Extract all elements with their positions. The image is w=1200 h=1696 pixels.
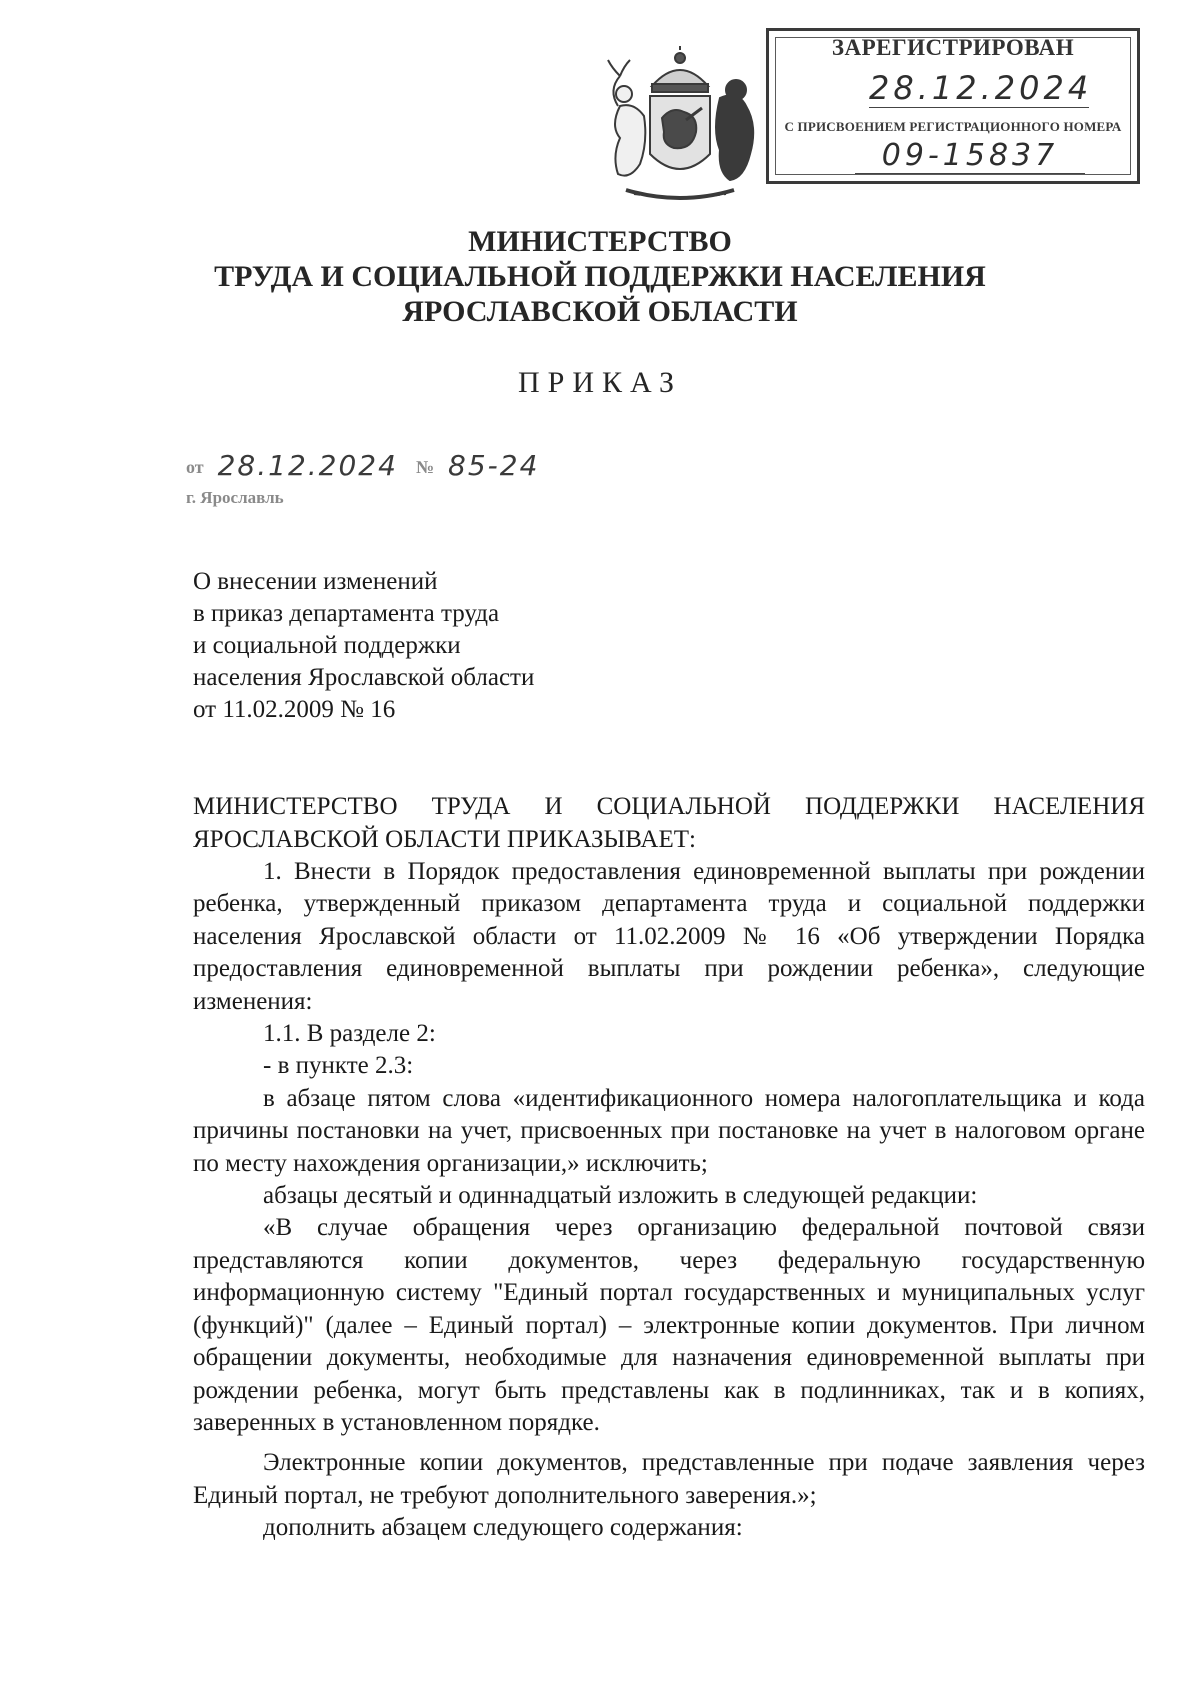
stamp-title: ЗАРЕГИСТРИРОВАН <box>831 35 1075 60</box>
body-paragraph: - в пункте 2.3: <box>263 1052 414 1080</box>
order-date: 28.12.2024 <box>217 449 398 482</box>
subject-line: и социальной поддержки <box>193 632 461 659</box>
body-paragraph: дополнить абзацем следующего содержания: <box>263 1514 743 1542</box>
order-number: 85-24 <box>448 449 540 482</box>
body-paragraph: Электронные копии документов, представленные при подаче заявления через Единый портал, не требуют дополнительного заверения.»; <box>193 1449 1145 1509</box>
ministry-heading <box>0 224 1200 329</box>
order-body <box>193 790 1145 1545</box>
order-date-number-line <box>186 448 539 482</box>
stamp-registration-number: 09-15837 <box>855 139 1085 174</box>
body-paragraph: 1. Внести в Порядок предоставления единовременной выплаты при рождении ребенка, утвержденный приказом департамента труда и социальной поддержки населения Ярославской области от 11.02.2009 № 16 «Об утверждении Порядка предоставления единовременной выплаты при рождении ребенка», следующие изменения: <box>193 858 1145 1015</box>
city-name: г. Ярославль <box>186 488 284 507</box>
order-preamble: МИНИСТЕРСТВО ТРУДА И СОЦИАЛЬНОЙ ПОДДЕРЖКИ НАСЕЛЕНИЯ ЯРОСЛАВСКОЙ ОБЛАСТИ ПРИКАЗЫВАЕТ: <box>193 793 1145 853</box>
body-paragraph: абзацы десятый и одиннадцатый изложить в следующей редакции: <box>263 1182 978 1210</box>
ministry-heading-line: МИНИСТЕРСТВО <box>468 225 732 258</box>
date-prefix: от <box>186 457 204 477</box>
ministry-heading-line: ЯРОСЛАВСКОЙ ОБЛАСТИ <box>402 295 798 328</box>
body-paragraph: в абзаце пятом слова «идентификационного номера налогоплательщика и кода причины постановки на учет, присвоенных при постановке на учет в налоговом органе по месту нахождения организации,» исключить; <box>193 1084 1145 1177</box>
number-prefix: № <box>415 457 435 477</box>
body-paragraph: 1.1. В разделе 2: <box>263 1020 436 1048</box>
subject-line: в приказ департамента труда <box>193 600 500 627</box>
stamp-date: 28.12.2024 <box>869 69 1093 107</box>
subject-line: от 11.02.2009 № 16 <box>193 696 396 723</box>
registration-stamp <box>766 28 1140 184</box>
coat-of-arms-emblem <box>590 46 770 206</box>
body-paragraph: «В случае обращения через организацию федеральной почтовой связи представляются копии документов, через федеральную государственную информационную систему "Единый портал государственных и муниципальных услуг (функций)" (далее – Единый портал) – электронные копии документов. При личном обращении документы, необходимые для назначения единовременной выплаты при рождении ребенка, могут быть представлены как в подлинниках, так и в копиях, заверенных в установленном порядке. <box>193 1214 1145 1436</box>
ministry-heading-line: ТРУДА И СОЦИАЛЬНОЙ ПОДДЕРЖКИ НАСЕЛЕНИЯ <box>214 260 986 293</box>
document-type: ПРИКАЗ <box>518 366 682 399</box>
stamp-subtitle: С ПРИСВОЕНИЕМ РЕГИСТРАЦИОННОГО НОМЕРА <box>784 119 1122 134</box>
subject-line: О внесении изменений <box>193 568 438 595</box>
subject-line: населения Ярославской области <box>193 664 535 691</box>
order-subject <box>193 566 534 726</box>
